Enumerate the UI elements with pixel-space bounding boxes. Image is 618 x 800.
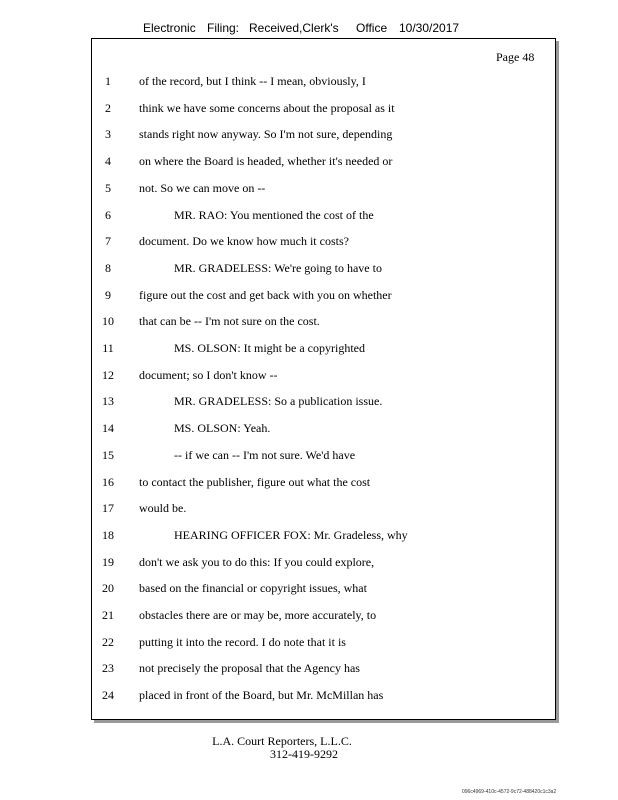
line-text: to contact the publisher, figure out what the cost [139, 474, 371, 489]
filing-header [0, 21, 618, 37]
line-text: don't we ask you to do this: If you could explore, [139, 554, 375, 569]
line-text: not precisely the proposal that the Agency has [139, 661, 360, 676]
transcript-line [0, 74, 618, 90]
line-text: stands right now anyway. So I'm not sure, depending [139, 127, 393, 142]
transcript-line [0, 555, 618, 571]
line-number: 1 [105, 74, 111, 88]
line-number: 12 [102, 367, 114, 382]
transcript-line [0, 501, 618, 517]
transcript-line [0, 234, 618, 250]
transcript-line [0, 368, 618, 384]
line-number: 10 [102, 314, 114, 329]
footer-phone: 312-419-9292 [270, 747, 338, 761]
line-number: 16 [102, 474, 114, 489]
line-number: 22 [102, 634, 114, 649]
line-number: 15 [102, 447, 114, 462]
line-text: not. So we can move on -- [139, 180, 266, 195]
line-number: 24 [102, 688, 114, 703]
line-number: 2 [105, 100, 111, 115]
transcript-line [0, 475, 618, 491]
line-number: 11 [102, 341, 114, 355]
line-text: of the record, but I think -- I mean, obviously, I [139, 74, 366, 88]
line-text: MR. GRADELESS: We're going to have to [174, 260, 382, 275]
transcript-line [0, 127, 618, 143]
line-text: document; so I don't know -- [139, 367, 278, 382]
transcript-line [0, 341, 618, 357]
line-number: 14 [102, 421, 114, 436]
page-number: Page 48 [496, 50, 535, 64]
transcript-line [0, 661, 618, 677]
transcript-line [0, 448, 618, 464]
transcript-line [0, 608, 618, 624]
line-text: on where the Board is headed, whether it's needed or [139, 154, 393, 169]
line-number: 23 [102, 661, 114, 676]
line-text: MR. RAO: You mentioned the cost of the [174, 207, 374, 222]
filing-header-office: Office [356, 21, 388, 35]
filing-header-date: 10/30/2017 [399, 21, 460, 35]
transcript-line [0, 421, 618, 437]
transcript-line [0, 154, 618, 170]
line-number: 20 [102, 581, 114, 596]
line-number: 8 [105, 260, 111, 275]
line-text: MR. GRADELESS: So a publication issue. [174, 394, 383, 409]
line-number: 18 [102, 527, 114, 542]
filing-header-filing: Filing: [207, 21, 240, 35]
line-number: 5 [105, 180, 111, 195]
transcript-line [0, 288, 618, 304]
transcript-line [0, 208, 618, 224]
line-number: 21 [102, 608, 114, 622]
filing-header-received: Received,Clerk's [249, 21, 339, 35]
line-number: 17 [102, 501, 114, 516]
line-text: based on the financial or copyright issues, what [139, 581, 367, 596]
line-text: MS. OLSON: It might be a copyrighted [174, 341, 365, 355]
line-text: figure out the cost and get back with you on whether [139, 287, 392, 302]
line-number: 4 [105, 154, 111, 169]
footer-company: L.A. Court Reporters, L.L.C. [212, 734, 352, 748]
line-text: would be. [139, 501, 187, 516]
line-text: MS. OLSON: Yeah. [174, 421, 271, 436]
line-text: -- if we can -- I'm not sure. We'd have [174, 447, 356, 462]
transcript-line [0, 181, 618, 197]
line-number: 3 [105, 127, 111, 142]
line-number: 7 [105, 234, 111, 249]
line-text: that can be -- I'm not sure on the cost. [139, 314, 320, 329]
line-text: placed in front of the Board, but Mr. McMillan has [139, 688, 384, 703]
line-text: document. Do we know how much it costs? [139, 234, 349, 249]
line-text: think we have some concerns about the proposal as it [139, 100, 395, 115]
transcript-line [0, 314, 618, 330]
transcript-line [0, 261, 618, 277]
transcript-line [0, 581, 618, 597]
line-number: 9 [105, 287, 111, 302]
transcript-line [0, 528, 618, 544]
transcript-line [0, 635, 618, 651]
transcript-line [0, 101, 618, 117]
transcript-line [0, 394, 618, 410]
line-text: HEARING OFFICER FOX: Mr. Gradeless, why [174, 527, 408, 542]
line-text: putting it into the record. I do note that it is [139, 634, 346, 649]
line-number: 6 [105, 207, 111, 222]
document-id: 096c4969-410c-4572-9c72-488420c1c3a2 [462, 789, 557, 795]
line-number: 19 [102, 554, 114, 569]
transcript-line [0, 688, 618, 704]
line-number: 13 [102, 394, 114, 409]
line-text: obstacles there are or may be, more accurately, to [139, 608, 377, 622]
filing-header-electronic: Electronic [143, 21, 196, 35]
